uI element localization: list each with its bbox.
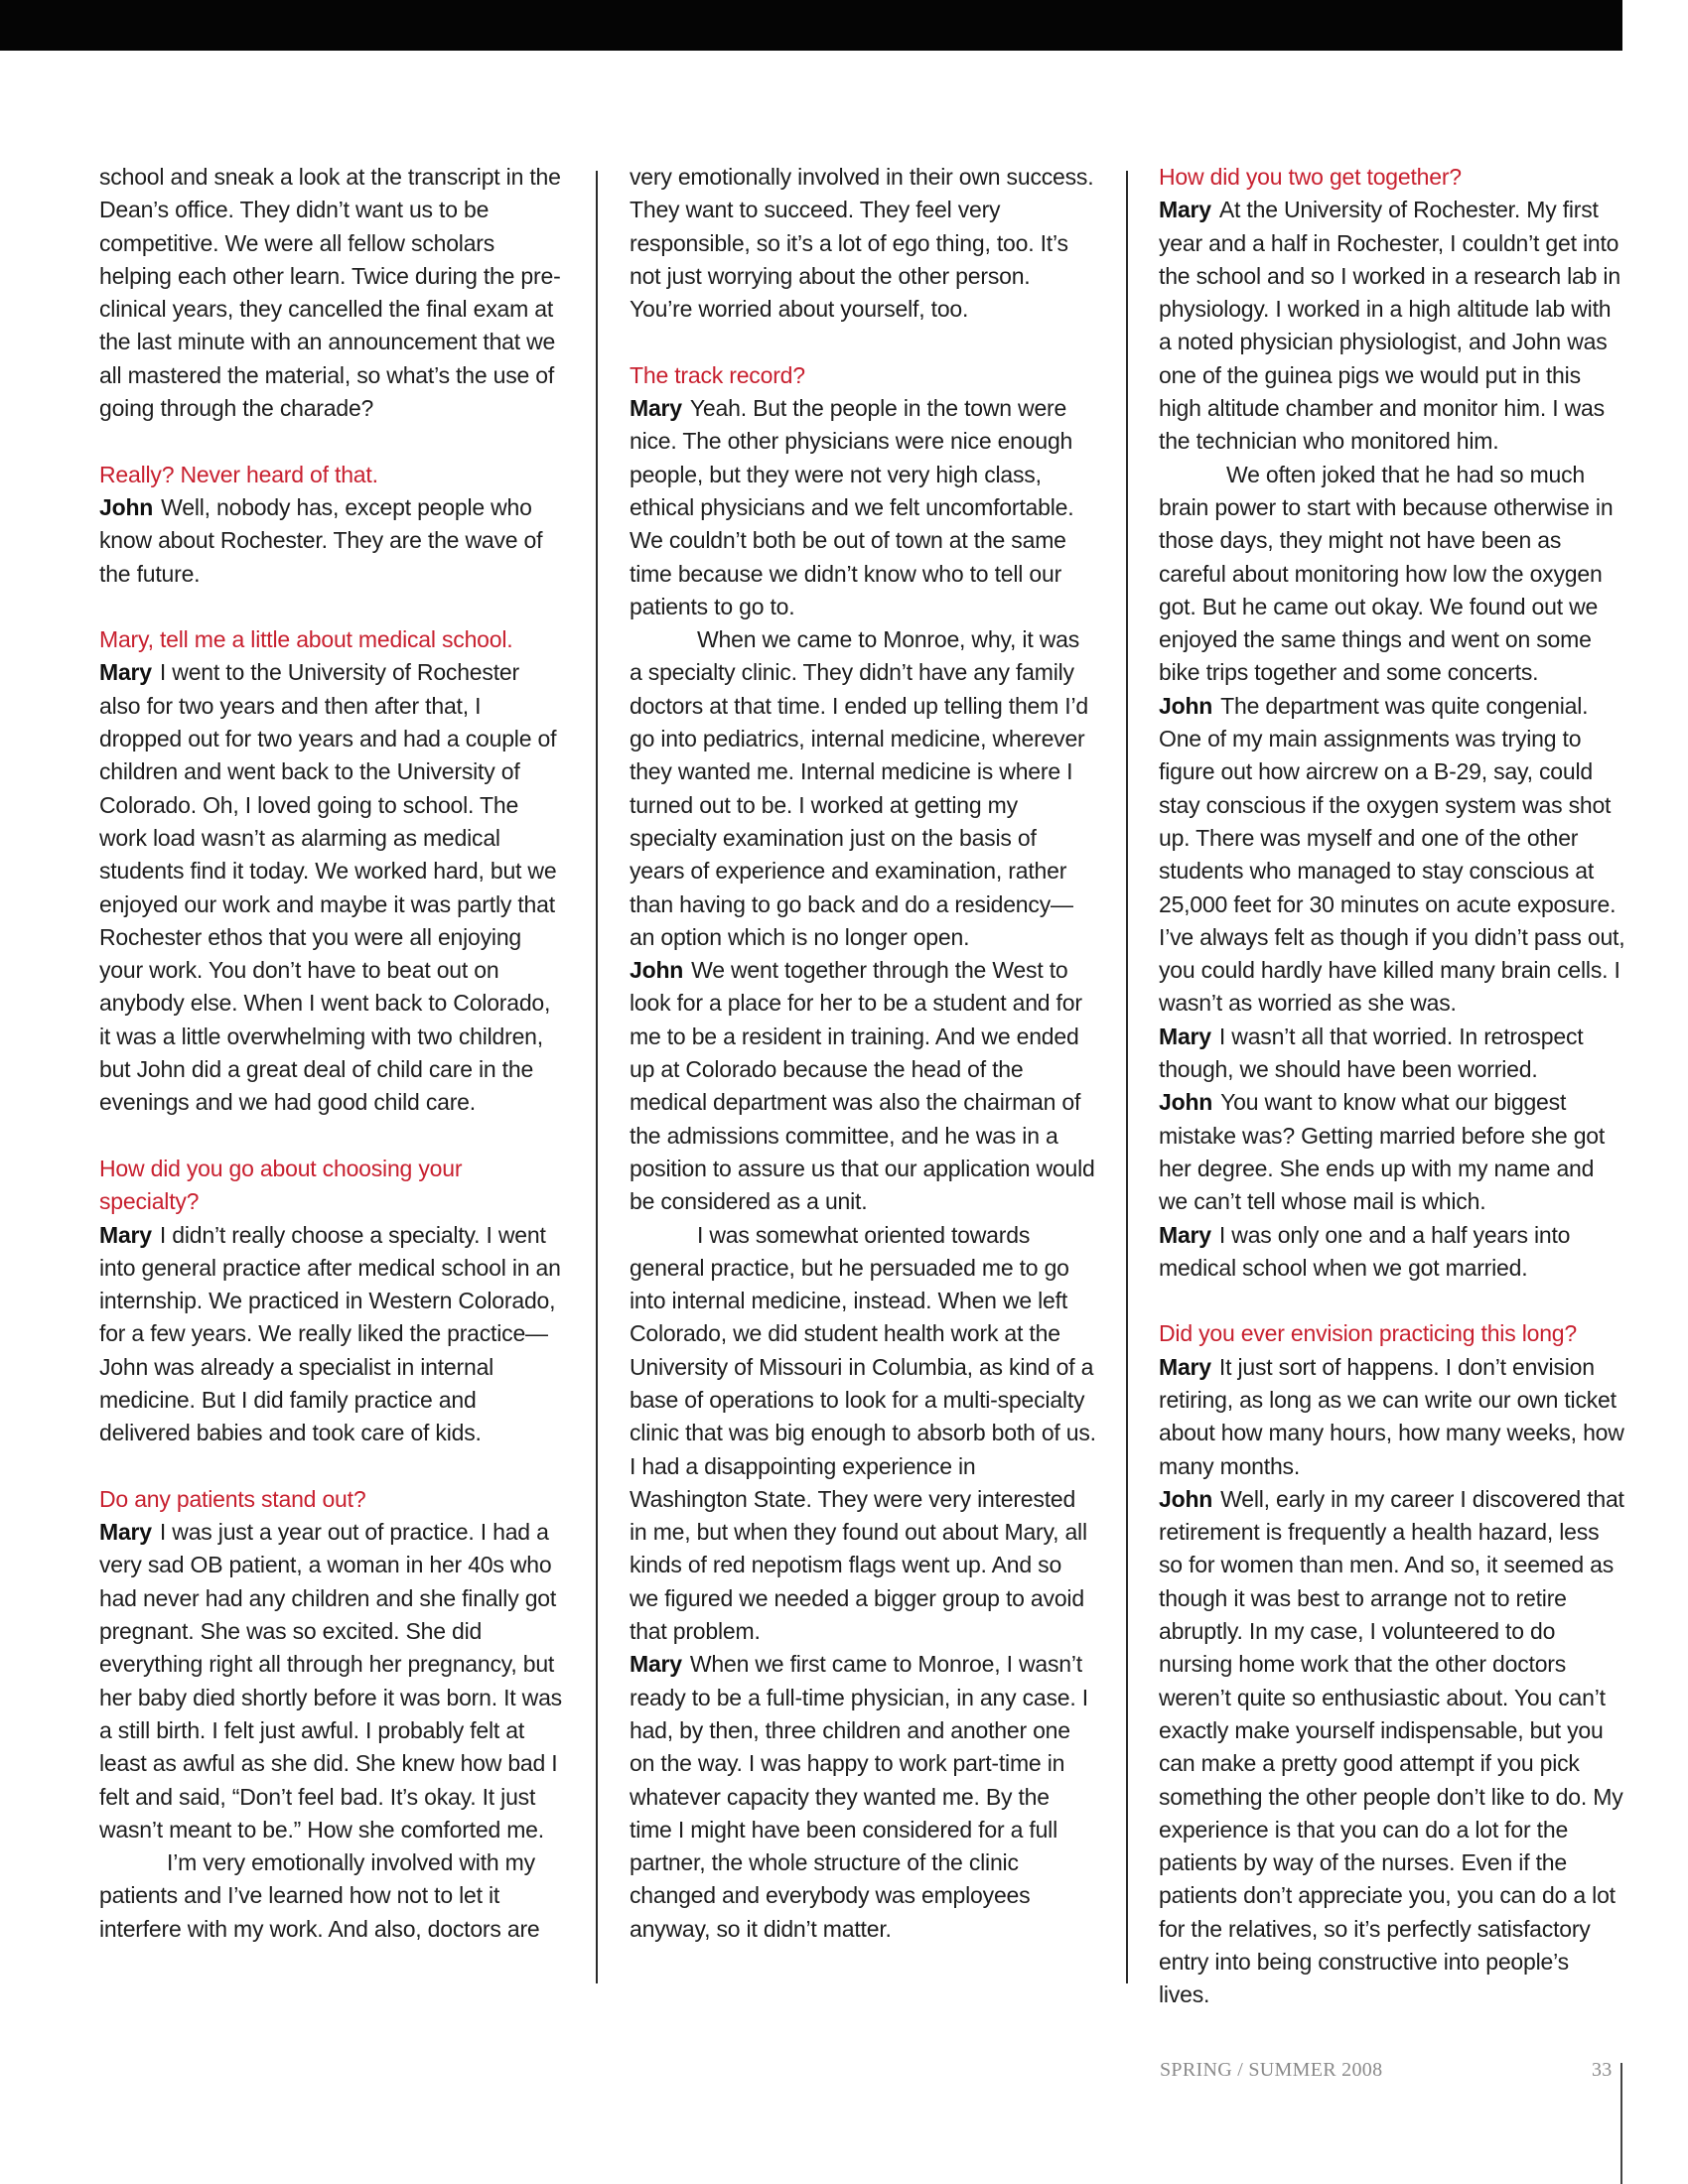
- text-column-1: [99, 161, 566, 1946]
- column-divider: [1126, 171, 1128, 1983]
- interview-answer: Mary When we first came to Monroe, I wasn’t ready to be a full-time physician, in any case. I had, by then, three children and another one on the way. I was happy to work part-time in whatever capacity they wanted me. By the time I might have been considered for a full partner, the whole structure of the clinic changed and everybody was employees anyway, so it didn’t matter.: [630, 1651, 1088, 1942]
- interview-answer: Mary It just sort of happens. I don’t envision retiring, as long as we can write our own ticket about how many hours, how many weeks, how many months.: [1159, 1353, 1624, 1479]
- interview-answer: Mary I was only one and a half years into medical school when we got married.: [1159, 1221, 1571, 1281]
- interview-answer: Mary I didn’t really choose a specialty. I went into general practice after medical school in an internship. We practiced in Western Colorado, for a few years. We really liked the practice—John was already a specialist in internal medicine. But I did family practice and delivered babies and took care of kids.: [99, 1221, 561, 1446]
- speaker-label: John: [99, 493, 154, 520]
- text-column-3: [1159, 161, 1625, 2012]
- interview-answer: Mary I wasn’t all that worried. In retrospect though, we should have been worried.: [1159, 1023, 1584, 1083]
- continued-paragraph: school and sneak a look at the transcript in the Dean’s office. They didn’t want us to be competitive. We were all fellow scholars helping each other learn. Twice during the pre-clinical years, they cancelled the final exam at the last minute with an announcement that we all mastered the material, so what’s the use of going through the charade?: [99, 164, 561, 422]
- speaker-label: Mary: [630, 1651, 682, 1678]
- speaker-label: Mary: [1159, 197, 1211, 223]
- speaker-label: John: [1159, 1089, 1213, 1116]
- speaker-label: John: [1159, 1485, 1213, 1512]
- issue-label: SPRING / SUMMER 2008: [1160, 2059, 1383, 2081]
- top-black-bar: [0, 0, 1622, 51]
- interview-answer: Mary Yeah. But the people in the town were nice. The other physicians were nice enough people, but they were not very high class, ethical physicians and we felt uncomfortable. We couldn’t both be out of town at the same time because we didn’t know who to tell our patients to go to. When we came to Monroe, why, it was a specialty clinic. They didn’t have any family doctors at that time. I ended up telling them I’d go into pediatrics, internal medicine, wherever they wanted me. Internal medicine is where I turned out to be. I worked at getting my specialty examination just on the basis of years of experience and examination, rather than having to go back and do a residency—an option which is no longer open.: [630, 392, 1096, 954]
- speaker-label: Mary: [99, 1221, 152, 1248]
- interview-question: Really? Never heard of that.: [99, 461, 378, 487]
- column-divider: [596, 171, 598, 1983]
- speaker-label: Mary: [99, 659, 152, 686]
- footer-divider: [1620, 2063, 1622, 2184]
- speaker-label: Mary: [1159, 1353, 1211, 1380]
- speaker-label: John: [630, 957, 684, 984]
- interview-question: How did you go about choosing your specialty?: [99, 1155, 463, 1215]
- interview-answer: John The department was quite congenial. One of my main assignments was trying to figure out how aircrew on a B-29, say, could stay conscious if the oxygen system was shot up. There was myself and one of the other students who managed to stay conscious at 25,000 feet for 30 minutes on acute exposure. I’ve always felt as though if you didn’t pass out, you could hardly have killed many brain cells. I wasn’t as worried as she was.: [1159, 692, 1625, 1017]
- interview-answer: John Well, early in my career I discovered that retirement is frequently a health hazard, less so for women than men. And so, it seemed as though it was best to arrange not to retire abruptly. In my case, I volunteered to do nursing home work that the other doctors weren’t quite so enthusiastic about. You can’t exactly make yourself indispensable, but you can make a pretty good attempt if you pick something the other people don’t like to do. My experience is that you can do a lot for the patients by way of the nurses. Even if the patients don’t appreciate you, you can do a lot for the relatives, so it’s perfectly satisfactory entry into being constructive into people’s lives.: [1159, 1485, 1624, 2008]
- answer-paragraph: I was somewhat oriented towards general practice, but he persuaded me to go into internal medicine, instead. When we left Colorado, we did student health work at the University of Missouri in Columbia, as kind of a base of operations to look for a multi-specialty clinic that was big enough to absorb both of us. I had a disappointing experience in Washington State. They were very interested in me, but when they found out about Mary, all kinds of red nepotism flags went up. And so we figured we needed a bigger group to avoid that problem.: [630, 1221, 1096, 1645]
- answer-paragraph: When we came to Monroe, why, it was a specialty clinic. They didn’t have any family doctors at that time. I ended up telling them I’d go into pediatrics, internal medicine, wherever they wanted me. Internal medicine is where I turned out to be. I worked at getting my specialty examination just on the basis of years of experience and examination, rather than having to go back and do a residency—an option which is no longer open.: [630, 626, 1088, 950]
- interview-question: Do any patients stand out?: [99, 1485, 366, 1512]
- speaker-label: Mary: [1159, 1221, 1211, 1248]
- interview-question: How did you two get together?: [1159, 164, 1462, 190]
- interview-answer: Mary At the University of Rochester. My first year and a half in Rochester, I couldn’t get into the school and so I worked in a research lab in physiology. I worked in a high altitude lab with a noted physician physiologist, and John was one of the guinea pigs we would put in this high altitude chamber and monitor him. I was the technician who monitored him. We often joked that he had so much brain power to start with because otherwise in those days, they might not have been as careful about monitoring how low the oxygen got. But he came out okay. We found out we enjoyed the same things and went on some bike trips together and some concerts.: [1159, 194, 1625, 689]
- speaker-label: Mary: [1159, 1023, 1211, 1049]
- interview-question: The track record?: [630, 361, 805, 388]
- speaker-label: Mary: [99, 1519, 152, 1546]
- interview-answer: Mary I was just a year out of practice. I had a very sad OB patient, a woman in her 40s who had never had any children and she finally got pregnant. She was so excited. She did everything right all through her pregnancy, but her baby died shortly before it was born. It was a still birth. I felt just awful. I probably felt at least as awful as she did. She knew how bad I felt and said, “Don’t feel bad. It’s okay. It just wasn’t meant to be.” How she comforted me. I’m very emotionally involved with my patients and I’ve learned how not to let it interfere with my work. And also, doctors are: [99, 1516, 566, 1946]
- interview-question: Did you ever envision practicing this long?: [1159, 1320, 1577, 1347]
- interview-answer: John Well, nobody has, except people who know about Rochester. They are the wave of the future.: [99, 493, 543, 587]
- page-number: 33: [1592, 2059, 1613, 2081]
- interview-answer: Mary I went to the University of Rochester also for two years and then after that, I dropped out for two years and had a couple of children and went back to the University of Colorado. Oh, I loved going to school. The work load wasn’t as alarming as medical students find it today. We worked hard, but we enjoyed our work and maybe it was partly that Rochester ethos that you were all enjoying your work. You don’t have to beat out on anybody else. When I went back to Colorado, it was a little overwhelming with two children, but John did a great deal of child care in the evenings and we had good child care.: [99, 659, 557, 1116]
- speaker-label: Mary: [630, 395, 682, 422]
- interview-question: Mary, tell me a little about medical school.: [99, 626, 513, 653]
- continued-paragraph: very emotionally involved in their own success. They want to succeed. They feel very responsible, so it’s a lot of ego thing, too. It’s not just worrying about the other person. You’re worried about yourself, too.: [630, 164, 1094, 323]
- interview-answer: John We went together through the West to look for a place for her to be a student and for me to be a resident in training. And we ended up at Colorado because the head of the medical department was also the chairman of the admissions committee, and he was in a position to assure us that our application would be considered as a unit. I was somewhat oriented towards general practice, but he persuaded me to go into internal medicine, instead. When we left Colorado, we did student health work at the University of Missouri in Columbia, as kind of a base of operations to look for a multi-specialty clinic that was big enough to absorb both of us. I had a disappointing experience in Washington State. They were very interested in me, but when they found out about Mary, all kinds of red nepotism flags went up. And so we figured we needed a bigger group to avoid that problem.: [630, 954, 1096, 1648]
- text-column-2: [630, 161, 1096, 1946]
- answer-paragraph: We often joked that he had so much brain power to start with because otherwise in those days, they might not have been as careful about monitoring how low the oxygen got. But he came out okay. We found out we enjoyed the same things and went on some bike trips together and some concerts.: [1159, 461, 1614, 686]
- interview-answer: John You want to know what our biggest mistake was? Getting married before she got her degree. She ends up with my name and we can’t tell whose mail is which.: [1159, 1089, 1606, 1215]
- answer-paragraph: I’m very emotionally involved with my patients and I’ve learned how not to let it interfere with my work. And also, doctors are: [99, 1849, 540, 1942]
- speaker-label: John: [1159, 692, 1213, 719]
